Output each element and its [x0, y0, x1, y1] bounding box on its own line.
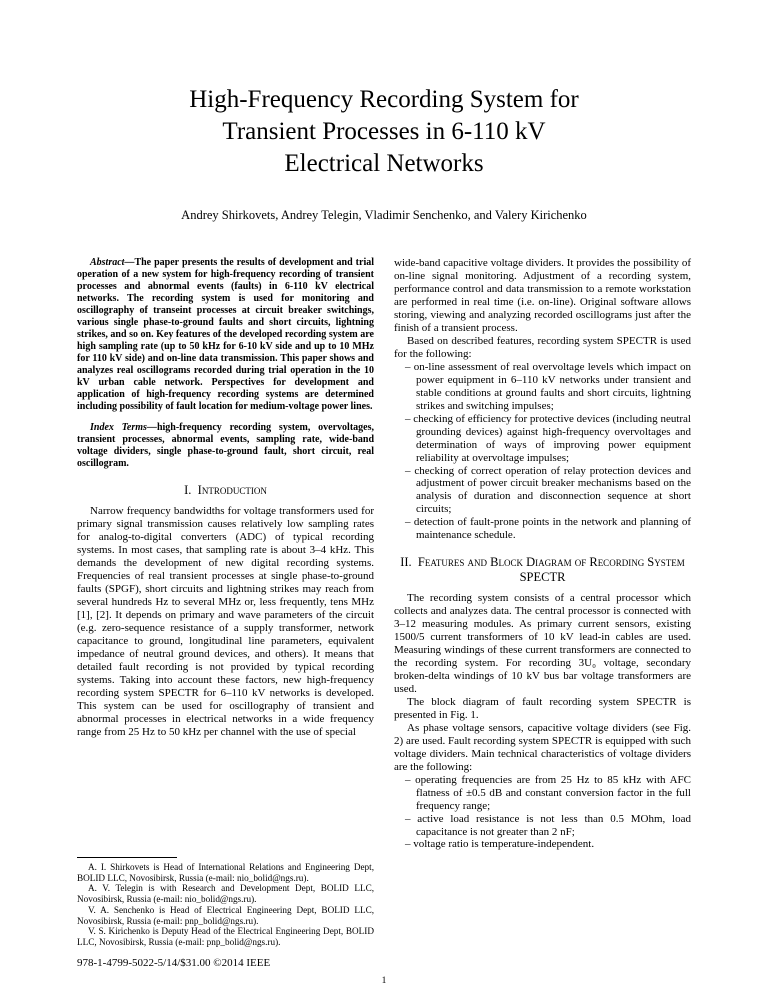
page-number: 1 — [381, 976, 387, 986]
abstract-text: The paper presents the results of development and trial operation of a new system for high-frequency recording of transient processes and abnormal events (faults) in 6-110 kV electrical networks. The recording system is used for monitoring and oscillography of transeint processes at circuit breaker switchings, various single phase-to-ground faults and short circuits, lightning strikes, and so on. Key features of the developed recording system are high sampling rate (up to 50 kHz for 6-10 kV side and up to 10 MHz for 110 kV side) and on-line data transmission. This paper shows and analyzes real oscillograms recorded during trial operation in the 10 kV urban cable network. Perspectives for development and application of high-frequency recording systems are determined including possibility of fault location for medium-voltage power lines. — [77, 257, 374, 412]
copyright-notice: 978-1-4799-5022-5/14/$31.00 ©2014 IEEE — [77, 957, 271, 969]
index-terms-label: Index Terms— — [90, 422, 157, 433]
list-item: – active load resistance is not less than 0.5 MOhm, load capacitance is not greater than 2 nF; — [405, 812, 691, 838]
list-item: – checking of efficiency for protective devices (including neutral grounding devices) against high-frequency overvoltages and determination of ways of improving power equipment reliability at overvoltage impulses; — [405, 412, 691, 464]
list-item: – checking of correct operation of relay protection devices and adjustment of power circuit breaker mechanisms based on the analysis of duration and disconnection sequence at short circuits; — [405, 464, 691, 516]
list-item: – operating frequencies are from 25 Hz to 85 kHz with AFC flatness of ±0.5 dB and constant conversion factor in the full frequency range; — [405, 773, 691, 812]
continuation-paragraph: wide-band capacitive voltage dividers. It provides the possibility of on-line signal monitoring. Adjustment of a recording system, performance control and data transmission to a remote workstation are performed in real time (i.e. on-line). Original software allows storing, viewing and analyzing recorded oscillograms just after the finish of a transient process. — [394, 257, 691, 334]
list-item: – voltage ratio is temperature-independent. — [405, 838, 595, 851]
page-title — [77, 84, 691, 180]
footnote-separator — [77, 857, 177, 858]
footnote-shirkovets: A. I. Shirkovets is Head of International Relations and Engineering Dept, BOLID LLC, Novosibirsk, Russia (e-mail: nio_bolid@ngs.ru). — [77, 861, 374, 883]
index-terms-text: high-frequency recording system, overvoltages, transient processes, abnormal events, sampling rate, wide-band voltage dividers, single phase-to-ground fault, short circuit, real oscillogram. — [77, 422, 374, 469]
right-column — [394, 257, 691, 969]
introduction-paragraph: Narrow frequency bandwidths for voltage transformers used for primary signal transmission causes relatively low sampling rates for analog-to-digital converters (ADC) of typical recording systems. In most cases, that sampling rate is about 3–4 kHz. This demands the development of new digital recording systems. Frequencies of real transient processes at single phase-to-ground faults (SPGF), short circuits and lightning strikes may reach from several hundreds Hz to several MHz or, less frequently, tens MHz [1], [2]. It depends on primary and wave parameters of the circuit (e.g. zero-sequence resistance of a supply transformer, network capacitance to ground, longitudinal line parameters, equivalent impedance of neutral ground devices, and others). It means that detailed fault recording is not provided by typical recording systems. Taking into account these factors, new high-frequency recording system SPECTR for 6–110 kV networks is developed. This system can be used for oscillography of transient and abnormal processes in electrical networks in a wide frequency range from 25 Hz to 50 kHz per channel with the use of special — [77, 505, 374, 738]
voltage-dividers-paragraph: As phase voltage sensors, capacitive voltage dividers (see Fig. 2) are used. Fault recording system SPECTR is equipped with such voltage dividers. Main technical characteristics of voltage dividers are the following: — [394, 721, 691, 773]
two-column-body — [77, 257, 691, 969]
applications-list — [394, 361, 691, 543]
block-diagram-paragraph: The block diagram of fault recording system SPECTR is presented in Fig. 1. — [394, 695, 691, 721]
author-footnotes — [77, 857, 374, 948]
features-lead-paragraph: Based on described features, recording system SPECTR is used for the following: — [394, 334, 691, 360]
list-item: – detection of fault-prone points in the network and planning of maintenance schedule. — [405, 516, 691, 542]
title-line-3: Electrical Networks — [284, 150, 484, 177]
title-line-1: High-Frequency Recording System for — [189, 86, 579, 113]
abstract-paragraph — [77, 257, 374, 413]
left-column — [77, 257, 374, 969]
abstract-label: Abstract— — [90, 257, 135, 268]
index-terms-paragraph — [77, 422, 374, 470]
footnote-senchenko: V. A. Senchenko is Head of Electrical Engineering Dept, BOLID LLC, Novosibirsk, Russia (e-mail: pnp_bolid@ngs.ru). — [77, 904, 374, 926]
footnote-kirichenko: V. S. Kirichenko is Deputy Head of the Electrical Engineering Dept, BOLID LLC, Novosibirsk, Russia (e-mail: pnp_bolid@ngs.ru). — [77, 926, 374, 948]
footnote-telegin: A. V. Telegin is with Research and Development Dept, BOLID LLC, Novosibirsk, Russia (e-mail: nio_bolid@ngs.ru). — [77, 883, 374, 905]
characteristics-list — [394, 774, 691, 852]
section-heading-introduction: I. Introduction — [184, 483, 267, 497]
title-line-2: Transient Processes in 6-110 kV — [222, 118, 546, 145]
authors-line: Andrey Shirkovets, Andrey Telegin, Vladimir Senchenko, and Valery Kirichenko — [181, 208, 587, 222]
list-item: – on-line assessment of real overvoltage levels which impact on power equipment in 6–110 kV networks under transient and stable conditions at ground faults and short circuits, lightning strikes and switching impulses; — [405, 360, 691, 412]
column-spacer — [77, 739, 374, 857]
section-heading-features: II. Features and Block Diagram of Recording System SPECTR — [400, 555, 685, 584]
recording-system-paragraph: The recording system consists of a central processor which collects and analyzes data. The central processor is connected with 3–12 measuring modules. As primary current sensors, existing 1500/5 current transformers of 10 kV lead-in cables are used. Measuring windings of these current transformers are connected to the recording system. For recording 3U₀ voltage, secondary broken-delta windings of 10 kV bus bar voltage transformers are used. — [394, 592, 691, 695]
